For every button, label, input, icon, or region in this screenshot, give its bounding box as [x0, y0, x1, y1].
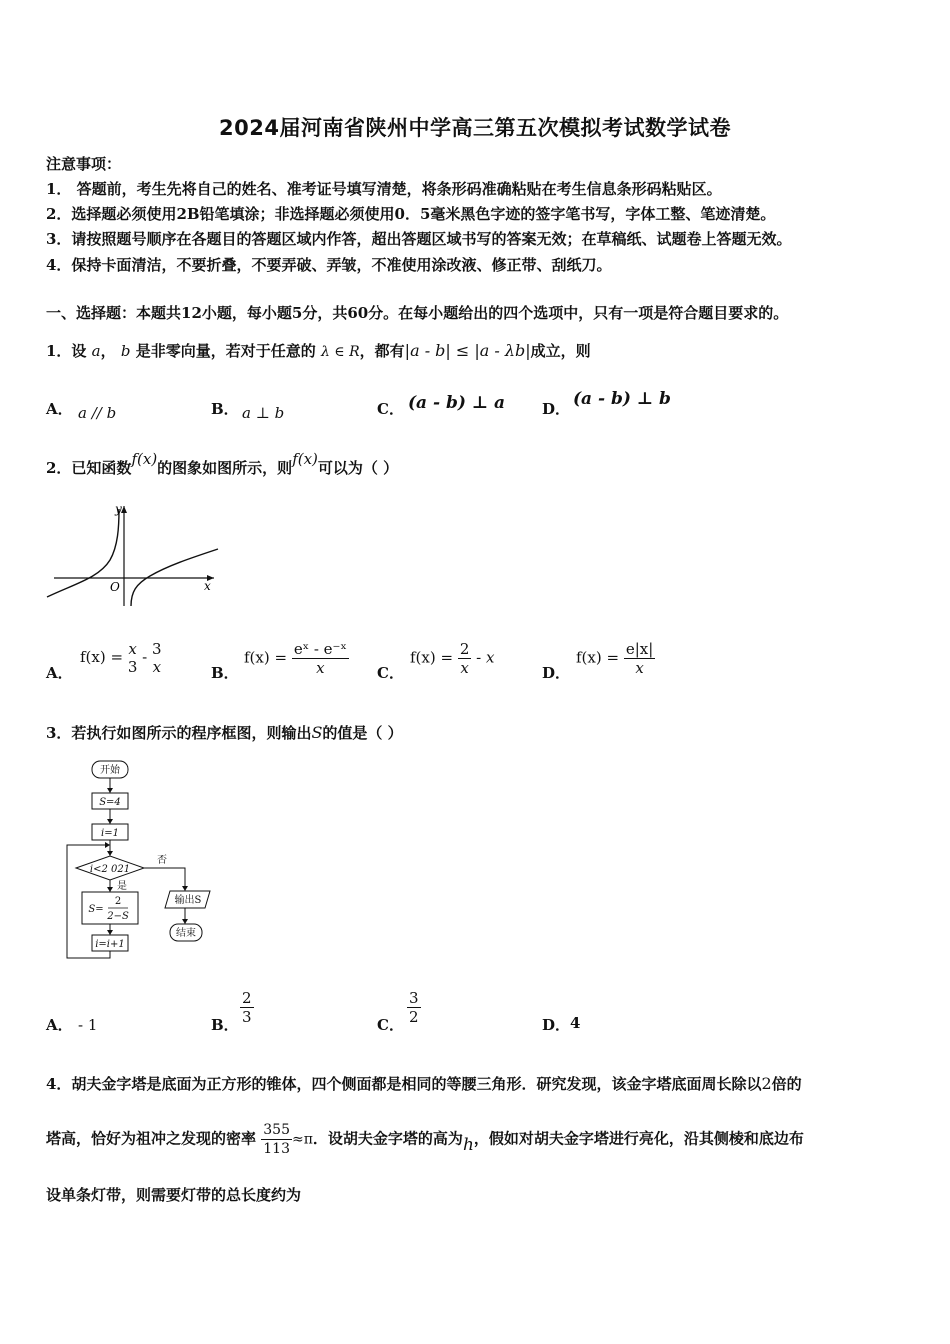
q2-option-c-label: C． — [377, 664, 404, 682]
q2-text: 可以为（ ） — [317, 459, 399, 477]
q3-option-a: - 1 — [78, 1016, 98, 1034]
q1-stem — [46, 340, 591, 361]
denominator: x — [460, 659, 469, 677]
q2-option-a — [80, 640, 162, 676]
no-label: 否 — [157, 855, 167, 866]
arrow-head — [107, 930, 113, 935]
q1-option-d-label: D． — [542, 400, 571, 418]
end-label: 结束 — [176, 928, 196, 939]
arrow-head — [107, 851, 113, 856]
q2-stem — [46, 450, 399, 478]
increment-label: i=i+1 — [95, 939, 125, 950]
q4-line1 — [46, 1073, 802, 1094]
numerator: eˣ - e⁻ˣ — [293, 640, 347, 658]
init-s-label: S=4 — [99, 797, 121, 808]
q1-option-c-label: C． — [377, 400, 404, 418]
q3-option-b-label: B． — [211, 1016, 239, 1034]
lhs: f(x) = — [80, 648, 124, 666]
q4-text: 塔高，恰好为祖冲之发现的密率 — [46, 1129, 257, 1148]
q4-line2 — [46, 1121, 804, 1158]
notice-item: 4．保持卡面清洁，不要折叠，不要弄破、弄皱，不准使用涂改液、修正带、刮纸刀。 — [46, 256, 612, 274]
q1-lambda: λ ∈ R — [320, 344, 360, 360]
q2-option-d — [576, 640, 655, 677]
denominator: x — [635, 659, 644, 677]
q3-stem — [46, 722, 403, 743]
numerator: 355 — [263, 1122, 290, 1138]
denominator: x — [316, 659, 325, 677]
output-label: 输出S — [174, 895, 202, 906]
arrow-head — [182, 886, 188, 891]
notice-heading: 注意事项： — [46, 155, 122, 173]
numerator: e|x| — [625, 640, 654, 658]
denominator: 3 — [242, 1008, 252, 1026]
q1-text: 1．设 — [46, 342, 87, 360]
q1-text: 成立，则 — [530, 342, 591, 360]
q2-option-d-label: D． — [542, 664, 571, 682]
q3-option-c-label: C． — [377, 1016, 404, 1034]
no-branch — [144, 868, 185, 891]
tail: - x — [476, 648, 495, 667]
q2-option-a-label: A． — [46, 664, 73, 682]
numerator: 2 — [459, 640, 470, 658]
q1-option-b-label: B． — [211, 400, 239, 418]
denominator: 2 — [409, 1008, 419, 1026]
q1-option-a-label: A． — [46, 400, 73, 418]
start-label: 开始 — [100, 765, 120, 776]
frac — [240, 989, 254, 1026]
assign-denominator: 2−S — [107, 911, 129, 922]
q3-option-d: 4 — [570, 1014, 581, 1032]
q4-text: ，假如对胡夫金字塔进行亮化，沿其侧棱和底边布 — [473, 1129, 804, 1148]
x-axis-label: x — [204, 579, 211, 593]
q4-line3: 设单条灯带，则需要灯带的总长度约为 — [46, 1186, 302, 1204]
lhs: f(x) = — [576, 648, 620, 667]
notice-item: 1． 答题前，考生先将自己的姓名、准考证号填写清楚，将条形码准确粘贴在考生信息条形码粘贴区。 — [46, 180, 722, 198]
q2-text: 2．已知函数 — [46, 459, 132, 477]
denominator: x — [152, 658, 162, 676]
y-axis-label: y — [115, 502, 122, 516]
numerator: 3 — [409, 989, 419, 1007]
q1-vec-b: b — [120, 342, 131, 360]
numerator: x — [128, 640, 137, 658]
arrow-head — [105, 842, 110, 848]
q4-fraction — [261, 1121, 292, 1158]
arrow-head — [107, 788, 113, 793]
q1-text: ，都有 — [359, 342, 405, 360]
q4-approx: ≈π — [291, 1131, 313, 1148]
denominator: 113 — [263, 1141, 290, 1157]
q1-option-b: a ⊥ b — [242, 404, 285, 422]
frac — [152, 640, 162, 676]
notice-item: 2．选择题必须使用2B铅笔填涂；非选择题必须使用0．5毫米黑色字迹的签字笔书写，字体工整、笔迹清楚。 — [46, 205, 776, 223]
q1-vec-a: a — [91, 342, 101, 360]
q2-options — [46, 640, 906, 690]
arrow-head — [107, 819, 113, 824]
q4-text: ．设胡夫金字塔的高为 — [312, 1129, 463, 1148]
q3-flowchart — [60, 757, 230, 965]
arrow-head — [107, 887, 113, 892]
left-branch — [47, 509, 119, 597]
frac — [407, 989, 421, 1026]
numerator: 3 — [152, 640, 162, 658]
q2-text: 的图象如图所示，则 — [157, 459, 293, 477]
q4-text: 倍的 — [771, 1075, 802, 1093]
q2-function-graph — [44, 502, 224, 608]
q1-option-c: (a - b) ⊥ a — [408, 393, 506, 413]
q2-fx: f(x) — [292, 450, 318, 468]
q2-option-b — [244, 640, 349, 677]
q3-option-d-label: D． — [542, 1016, 571, 1034]
q1-option-d: (a - b) ⊥ b — [573, 389, 671, 409]
q4-text: 4．胡夫金字塔是底面为正方形的锥体，四个侧面都是相同的等腰三角形．研究发现，该金字塔底面周长除以 — [46, 1075, 762, 1093]
q1-comma: ， — [100, 342, 116, 360]
frac — [292, 640, 349, 677]
y-axis-arrow — [121, 506, 127, 513]
q3-var-s: S — [311, 723, 323, 742]
section-heading: 一、选择题：本题共12小题，每小题5分，共60分。在每小题给出的四个选项中，只有一项是符合题目要求的。 — [46, 304, 789, 322]
q1-inequality: |a - b| ≤ |a - λb| — [404, 341, 531, 360]
init-i-label: i=1 — [101, 828, 119, 839]
minus: - — [142, 648, 148, 666]
notice-item: 3．请按照题号顺序在各题目的答题区域内作答，超出答题区域书写的答案无效；在草稿纸、试题卷上答题无效。 — [46, 230, 792, 248]
arrow-head — [182, 919, 188, 924]
assign-numerator: 2 — [114, 896, 122, 907]
q3-text: 的值是（ ） — [322, 724, 403, 742]
yes-label: 是 — [117, 881, 127, 892]
condition-label: i<2 021 — [89, 864, 131, 875]
q2-fx: f(x) — [131, 450, 158, 468]
q3-option-b — [240, 989, 254, 1026]
page-title: 2024届河南省陕州中学高三第五次模拟考试数学试卷 — [219, 116, 731, 140]
frac — [458, 640, 472, 677]
lhs: f(x) = — [410, 648, 454, 667]
q1-text: 是非零向量，若对于任意的 — [135, 342, 316, 360]
q3-option-c — [407, 989, 421, 1026]
frac — [128, 640, 138, 676]
q2-option-b-label: B． — [211, 664, 239, 682]
q1-option-a: a // b — [78, 404, 117, 422]
origin-label: O — [110, 580, 120, 594]
q3-text: 3．若执行如图所示的程序框图，则输出 — [46, 724, 312, 742]
q4-var-h: h — [462, 1134, 474, 1155]
assign-lhs: S= — [88, 904, 104, 915]
denominator: 3 — [127, 658, 138, 676]
q3-option-a-label: A． — [46, 1016, 73, 1034]
q4-number: 2 — [761, 1074, 772, 1093]
lhs: f(x) = — [244, 648, 288, 667]
q2-option-c — [410, 640, 494, 677]
numerator: 2 — [242, 989, 252, 1007]
frac — [624, 640, 655, 677]
